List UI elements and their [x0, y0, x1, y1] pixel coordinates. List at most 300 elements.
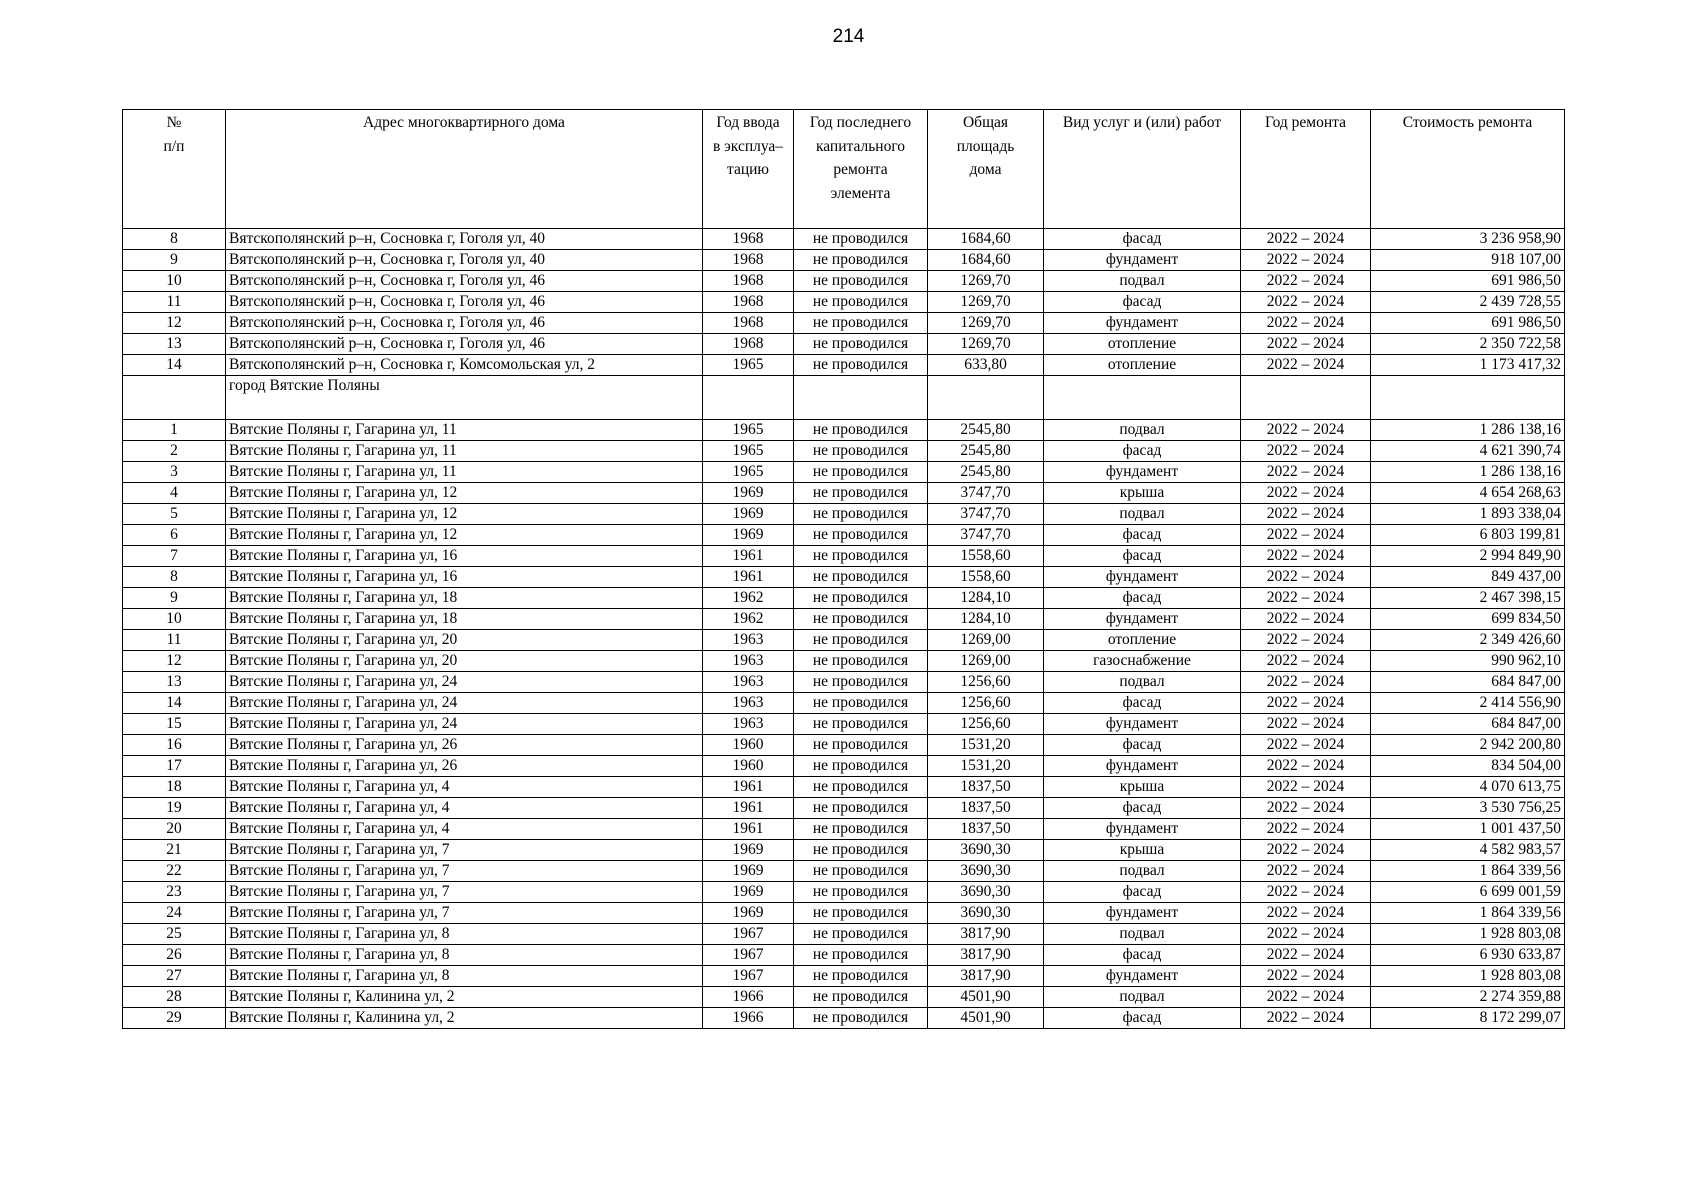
- table-row: [123, 483, 1565, 504]
- cell-address: Вятские Поляны г, Гагарина ул, 16: [226, 546, 703, 567]
- cell-work-type: фасад: [1044, 525, 1241, 546]
- table-row: [123, 672, 1565, 693]
- cell-last-repair: не проводился: [794, 819, 928, 840]
- cell-year-built: 1962: [703, 609, 794, 630]
- cell-cost: 2 439 728,55: [1371, 292, 1565, 313]
- table-row: [123, 462, 1565, 483]
- cell-cost: 2 350 722,58: [1371, 334, 1565, 355]
- cell-address: Вятские Поляны г, Гагарина ул, 4: [226, 798, 703, 819]
- cell-row-number: 11: [123, 630, 226, 651]
- cell-last-repair: не проводился: [794, 672, 928, 693]
- cell-cost: 4 582 983,57: [1371, 840, 1565, 861]
- cell-work-type: подвал: [1044, 672, 1241, 693]
- cell-area: 1269,70: [928, 292, 1044, 313]
- page-number: 214: [832, 26, 865, 47]
- cell-repair-year: 2022 – 2024: [1241, 525, 1371, 546]
- cell-address: Вятскополянский р–н, Сосновка г, Гоголя ул, 40: [226, 229, 703, 250]
- cell-area: 3690,30: [928, 882, 1044, 903]
- cell-year-built: 1961: [703, 546, 794, 567]
- cell-work-type: подвал: [1044, 987, 1241, 1008]
- cell-row-number: 8: [123, 567, 226, 588]
- cell-address: Вятские Поляны г, Калинина ул, 2: [226, 1008, 703, 1029]
- cell-address: Вятские Поляны г, Гагарина ул, 16: [226, 567, 703, 588]
- cell-address: Вятские Поляны г, Гагарина ул, 11: [226, 420, 703, 441]
- cell-address: Вятские Поляны г, Гагарина ул, 8: [226, 924, 703, 945]
- cell-last-repair: не проводился: [794, 567, 928, 588]
- cell-address: Вятские Поляны г, Гагарина ул, 20: [226, 651, 703, 672]
- cell-last-repair: не проводился: [794, 966, 928, 987]
- cell-work-type: крыша: [1044, 483, 1241, 504]
- cell-work-type: фасад: [1044, 945, 1241, 966]
- cell-repair-year: 2022 – 2024: [1241, 441, 1371, 462]
- cell-row-number: 18: [123, 777, 226, 798]
- table-row: [123, 882, 1565, 903]
- cell-repair-year: 2022 – 2024: [1241, 271, 1371, 292]
- cell-repair-year: 2022 – 2024: [1241, 735, 1371, 756]
- cell-repair-year: 2022 – 2024: [1241, 798, 1371, 819]
- cell-repair-year: 2022 – 2024: [1241, 987, 1371, 1008]
- cell-address: Вятские Поляны г, Гагарина ул, 7: [226, 882, 703, 903]
- cell-work-type: фундамент: [1044, 756, 1241, 777]
- cell-address: Вятские Поляны г, Гагарина ул, 12: [226, 504, 703, 525]
- cell-repair-year: 2022 – 2024: [1241, 1008, 1371, 1029]
- table-row: [123, 441, 1565, 462]
- header-line: тацию: [726, 161, 769, 178]
- cell-cost: 3 236 958,90: [1371, 229, 1565, 250]
- cell-cost: 699 834,50: [1371, 609, 1565, 630]
- cell-address: Вятские Поляны г, Гагарина ул, 24: [226, 714, 703, 735]
- cell-cost: 2 274 359,88: [1371, 987, 1565, 1008]
- cell-area: 1269,00: [928, 651, 1044, 672]
- header-line: площадь: [956, 137, 1015, 155]
- table-row: [123, 250, 1565, 271]
- cell-repair-year: 2022 – 2024: [1241, 882, 1371, 903]
- cell-year-built: 1969: [703, 861, 794, 882]
- cell-row-number: 5: [123, 504, 226, 525]
- header-line: Общая: [962, 114, 1009, 131]
- cell-row-number: 14: [123, 355, 226, 376]
- cell-area: 1284,10: [928, 588, 1044, 609]
- cell-address: Вятские Поляны г, Гагарина ул, 4: [226, 777, 703, 798]
- cell-year-built: 1961: [703, 819, 794, 840]
- cell-year-built: 1968: [703, 271, 794, 292]
- cell-repair-year: 2022 – 2024: [1241, 819, 1371, 840]
- cell-year-built: 1968: [703, 292, 794, 313]
- table-body-top: [123, 229, 1565, 376]
- cell-work-type: фундамент: [1044, 567, 1241, 588]
- cell-row-number: 27: [123, 966, 226, 987]
- cell-row-number: 9: [123, 250, 226, 271]
- cell-row-number: 13: [123, 672, 226, 693]
- cell-area: 633,80: [928, 355, 1044, 376]
- cell-row-number: 20: [123, 819, 226, 840]
- cell-address: Вятскополянский р–н, Сосновка г, Гоголя ул, 46: [226, 292, 703, 313]
- cell-row-number: 3: [123, 462, 226, 483]
- cell-last-repair: не проводился: [794, 483, 928, 504]
- cell-address: Вятские Поляны г, Гагарина ул, 26: [226, 735, 703, 756]
- cell-area: 1684,60: [928, 250, 1044, 271]
- cell-last-repair: не проводился: [794, 735, 928, 756]
- cell-address: Вятские Поляны г, Гагарина ул, 8: [226, 966, 703, 987]
- cell-last-repair: не проводился: [794, 924, 928, 945]
- cell-address: Вятскополянский р–н, Сосновка г, Гоголя ул, 46: [226, 334, 703, 355]
- cell-cost: 990 962,10: [1371, 651, 1565, 672]
- table-row: [123, 861, 1565, 882]
- cell-last-repair: не проводился: [794, 462, 928, 483]
- cell-area: 1284,10: [928, 609, 1044, 630]
- cell-row-number: 29: [123, 1008, 226, 1029]
- table-row: [123, 355, 1565, 376]
- cell-cost: 6 699 001,59: [1371, 882, 1565, 903]
- section-title: город Вятские Поляны: [226, 376, 703, 420]
- table-section: [123, 376, 1565, 420]
- cell-repair-year: 2022 – 2024: [1241, 609, 1371, 630]
- cell-year-built: 1967: [703, 966, 794, 987]
- cell-cost: 2 467 398,15: [1371, 588, 1565, 609]
- cell-work-type: крыша: [1044, 840, 1241, 861]
- cell-work-type: фундамент: [1044, 714, 1241, 735]
- cell-cost: 684 847,00: [1371, 714, 1565, 735]
- cell-work-type: подвал: [1044, 861, 1241, 882]
- cell-repair-year: 2022 – 2024: [1241, 861, 1371, 882]
- cell-repair-year: 2022 – 2024: [1241, 250, 1371, 271]
- cell-area: 3817,90: [928, 966, 1044, 987]
- cell-cost: 4 654 268,63: [1371, 483, 1565, 504]
- cell-work-type: фасад: [1044, 798, 1241, 819]
- cell-repair-year: 2022 – 2024: [1241, 504, 1371, 525]
- cell-address: Вятские Поляны г, Калинина ул, 2: [226, 987, 703, 1008]
- cell-year-built: 1968: [703, 334, 794, 355]
- cell-address: Вятскополянский р–н, Сосновка г, Комсомольская ул, 2: [226, 355, 703, 376]
- cell-repair-year: 2022 – 2024: [1241, 777, 1371, 798]
- cell-cost: 1 173 417,32: [1371, 355, 1565, 376]
- cell-area: 2545,80: [928, 420, 1044, 441]
- table-row: [123, 588, 1565, 609]
- cell-year-built: 1961: [703, 567, 794, 588]
- cell-last-repair: не проводился: [794, 250, 928, 271]
- cell-area: 3747,70: [928, 483, 1044, 504]
- cell-address: Вятскополянский р–н, Сосновка г, Гоголя ул, 46: [226, 313, 703, 334]
- header-num: [123, 110, 226, 229]
- header-line: Год ремонта: [1265, 114, 1346, 131]
- cell-last-repair: не проводился: [794, 714, 928, 735]
- cell-repair-year: 2022 – 2024: [1241, 462, 1371, 483]
- cell-row-number: 12: [123, 651, 226, 672]
- cell-year-built: 1967: [703, 945, 794, 966]
- cell-cost: 3 530 756,25: [1371, 798, 1565, 819]
- cell-last-repair: не проводился: [794, 292, 928, 313]
- cell-repair-year: 2022 – 2024: [1241, 630, 1371, 651]
- cell-repair-year: 2022 – 2024: [1241, 672, 1371, 693]
- cell-year-built: 1968: [703, 250, 794, 271]
- cell-work-type: фасад: [1044, 1008, 1241, 1029]
- table-row: [123, 924, 1565, 945]
- cell-repair-year: 2022 – 2024: [1241, 313, 1371, 334]
- cell-cost: 1 928 803,08: [1371, 924, 1565, 945]
- cell-address: Вятские Поляны г, Гагарина ул, 4: [226, 819, 703, 840]
- table-row: [123, 567, 1565, 588]
- cell-cost: 2 942 200,80: [1371, 735, 1565, 756]
- cell-year-built: 1966: [703, 987, 794, 1008]
- cell-last-repair: не проводился: [794, 945, 928, 966]
- cell-cost: 6 930 633,87: [1371, 945, 1565, 966]
- cell-year-built: 1963: [703, 714, 794, 735]
- cell-last-repair: не проводился: [794, 334, 928, 355]
- cell-work-type: фасад: [1044, 735, 1241, 756]
- cell-year-built: 1960: [703, 756, 794, 777]
- cell-area: 3747,70: [928, 504, 1044, 525]
- cell-repair-year: 2022 – 2024: [1241, 229, 1371, 250]
- cell-area: 1837,50: [928, 777, 1044, 798]
- cell-address: Вятские Поляны г, Гагарина ул, 11: [226, 441, 703, 462]
- table-row: [123, 819, 1565, 840]
- cell-area: 2545,80: [928, 441, 1044, 462]
- cell-repair-year: 2022 – 2024: [1241, 756, 1371, 777]
- cell-work-type: подвал: [1044, 924, 1241, 945]
- cell-area: 1269,70: [928, 334, 1044, 355]
- cell-work-type: отопление: [1044, 334, 1241, 355]
- cell-area: 1269,70: [928, 271, 1044, 292]
- table-row: [123, 966, 1565, 987]
- header-line: Год последнего: [809, 114, 912, 131]
- cell-work-type: фасад: [1044, 882, 1241, 903]
- cell-cost: 691 986,50: [1371, 313, 1565, 334]
- cell-last-repair: не проводился: [794, 882, 928, 903]
- cell-work-type: подвал: [1044, 271, 1241, 292]
- cell-year-built: 1963: [703, 651, 794, 672]
- section-row: [123, 376, 1565, 420]
- cell-work-type: фасад: [1044, 546, 1241, 567]
- cell-cost: 1 001 437,50: [1371, 819, 1565, 840]
- cell-row-number: 12: [123, 313, 226, 334]
- cell-cost: 6 803 199,81: [1371, 525, 1565, 546]
- cell-row-number: 6: [123, 525, 226, 546]
- header-cost: [1371, 110, 1565, 229]
- cell-repair-year: 2022 – 2024: [1241, 355, 1371, 376]
- table-row: [123, 525, 1565, 546]
- cell-work-type: фундамент: [1044, 313, 1241, 334]
- cell-cost: 4 070 613,75: [1371, 777, 1565, 798]
- table-row: [123, 609, 1565, 630]
- cell-area: 1837,50: [928, 798, 1044, 819]
- table-row: [123, 1008, 1565, 1029]
- cell-last-repair: не проводился: [794, 313, 928, 334]
- table-row: [123, 756, 1565, 777]
- header-line: Стоимость ремонта: [1402, 114, 1533, 131]
- table-body-bottom: [123, 420, 1565, 1029]
- cell-row-number: 23: [123, 882, 226, 903]
- cell-row-number: 10: [123, 609, 226, 630]
- cell-last-repair: не проводился: [794, 987, 928, 1008]
- cell-row-number: 26: [123, 945, 226, 966]
- cell-row-number: 28: [123, 987, 226, 1008]
- cell-row-number: 16: [123, 735, 226, 756]
- cell-last-repair: не проводился: [794, 229, 928, 250]
- cell-area: 1837,50: [928, 819, 1044, 840]
- cell-cost: 1 893 338,04: [1371, 504, 1565, 525]
- header-line: элемента: [830, 184, 891, 202]
- cell-area: 1256,60: [928, 693, 1044, 714]
- cell-row-number: 1: [123, 420, 226, 441]
- cell-address: Вятские Поляны г, Гагарина ул, 26: [226, 756, 703, 777]
- cell-last-repair: не проводился: [794, 355, 928, 376]
- cell-area: 3690,30: [928, 861, 1044, 882]
- cell-address: Вятские Поляны г, Гагарина ул, 18: [226, 609, 703, 630]
- cell-last-repair: не проводился: [794, 525, 928, 546]
- cell-year-built: 1969: [703, 504, 794, 525]
- cell-row-number: 7: [123, 546, 226, 567]
- cell-work-type: фасад: [1044, 693, 1241, 714]
- cell-repair-year: 2022 – 2024: [1241, 903, 1371, 924]
- cell-repair-year: 2022 – 2024: [1241, 651, 1371, 672]
- table-header: [123, 110, 1565, 229]
- cell-last-repair: не проводился: [794, 420, 928, 441]
- cell-work-type: фасад: [1044, 292, 1241, 313]
- table-row: [123, 292, 1565, 313]
- cell-year-built: 1965: [703, 441, 794, 462]
- cell-area: 4501,90: [928, 1008, 1044, 1029]
- cell-last-repair: не проводился: [794, 861, 928, 882]
- cell-cost: 1 286 138,16: [1371, 462, 1565, 483]
- cell-work-type: фундамент: [1044, 903, 1241, 924]
- cell-last-repair: не проводился: [794, 840, 928, 861]
- cell-year-built: 1965: [703, 355, 794, 376]
- cell-work-type: фундамент: [1044, 462, 1241, 483]
- cell-address: Вятские Поляны г, Гагарина ул, 7: [226, 861, 703, 882]
- cell-year-built: 1961: [703, 798, 794, 819]
- cell-year-built: 1965: [703, 462, 794, 483]
- table-row: [123, 504, 1565, 525]
- cell-year-built: 1965: [703, 420, 794, 441]
- cell-year-built: 1961: [703, 777, 794, 798]
- cell-last-repair: не проводился: [794, 777, 928, 798]
- cell-area: 1531,20: [928, 756, 1044, 777]
- cell-last-repair: не проводился: [794, 630, 928, 651]
- cell-cost: 918 107,00: [1371, 250, 1565, 271]
- cell-cost: 684 847,00: [1371, 672, 1565, 693]
- cell-area: 2545,80: [928, 462, 1044, 483]
- cell-year-built: 1963: [703, 693, 794, 714]
- cell-cost: 8 172 299,07: [1371, 1008, 1565, 1029]
- cell-row-number: 9: [123, 588, 226, 609]
- header-year-built: [703, 110, 794, 229]
- cell-cost: 691 986,50: [1371, 271, 1565, 292]
- cell-address: Вятскополянский р–н, Сосновка г, Гоголя ул, 40: [226, 250, 703, 271]
- cell-year-built: 1966: [703, 1008, 794, 1029]
- table-row: [123, 945, 1565, 966]
- cell-area: 1531,20: [928, 735, 1044, 756]
- cell-work-type: фундамент: [1044, 250, 1241, 271]
- table-row: [123, 546, 1565, 567]
- cell-work-type: подвал: [1044, 420, 1241, 441]
- cell-repair-year: 2022 – 2024: [1241, 966, 1371, 987]
- cell-last-repair: не проводился: [794, 271, 928, 292]
- header-last-repair: [794, 110, 928, 229]
- cell-work-type: фундамент: [1044, 819, 1241, 840]
- cell-address: Вятские Поляны г, Гагарина ул, 18: [226, 588, 703, 609]
- cell-work-type: отопление: [1044, 630, 1241, 651]
- cell-row-number: 8: [123, 229, 226, 250]
- header-line: Адрес многоквартирного дома: [363, 114, 565, 131]
- cell-year-built: 1962: [703, 588, 794, 609]
- cell-work-type: фундамент: [1044, 609, 1241, 630]
- cell-cost: 1 286 138,16: [1371, 420, 1565, 441]
- cell-area: 1269,70: [928, 313, 1044, 334]
- cell-cost: 834 504,00: [1371, 756, 1565, 777]
- cell-cost: 2 994 849,90: [1371, 546, 1565, 567]
- cell-year-built: 1969: [703, 903, 794, 924]
- table-row: [123, 271, 1565, 292]
- cell-last-repair: не проводился: [794, 798, 928, 819]
- cell-cost: 849 437,00: [1371, 567, 1565, 588]
- cell-row-number: 25: [123, 924, 226, 945]
- cell-repair-year: 2022 – 2024: [1241, 588, 1371, 609]
- header-line: Год ввода: [716, 114, 780, 131]
- cell-work-type: фасад: [1044, 588, 1241, 609]
- cell-cost: 2 349 426,60: [1371, 630, 1565, 651]
- table-row: [123, 630, 1565, 651]
- cell-last-repair: не проводился: [794, 756, 928, 777]
- cell-year-built: 1968: [703, 313, 794, 334]
- header-line: в эксплуа–: [712, 137, 784, 155]
- table-row: [123, 420, 1565, 441]
- cell-row-number: 24: [123, 903, 226, 924]
- cell-last-repair: не проводился: [794, 504, 928, 525]
- cell-address: Вятские Поляны г, Гагарина ул, 20: [226, 630, 703, 651]
- cell-work-type: подвал: [1044, 504, 1241, 525]
- cell-address: Вятские Поляны г, Гагарина ул, 7: [226, 840, 703, 861]
- cell-year-built: 1969: [703, 483, 794, 504]
- cell-repair-year: 2022 – 2024: [1241, 945, 1371, 966]
- cell-year-built: 1967: [703, 924, 794, 945]
- cell-row-number: 22: [123, 861, 226, 882]
- cell-address: Вятские Поляны г, Гагарина ул, 24: [226, 693, 703, 714]
- cell-area: 1558,60: [928, 567, 1044, 588]
- cell-last-repair: не проводился: [794, 693, 928, 714]
- cell-last-repair: не проводился: [794, 588, 928, 609]
- header-area: [928, 110, 1044, 229]
- cell-year-built: 1969: [703, 525, 794, 546]
- cell-repair-year: 2022 – 2024: [1241, 567, 1371, 588]
- header-line: капитального: [815, 137, 906, 155]
- cell-row-number: 19: [123, 798, 226, 819]
- cell-area: 3817,90: [928, 924, 1044, 945]
- cell-work-type: крыша: [1044, 777, 1241, 798]
- cell-repair-year: 2022 – 2024: [1241, 840, 1371, 861]
- cell-row-number: 13: [123, 334, 226, 355]
- cell-row-number: 17: [123, 756, 226, 777]
- cell-address: Вятскополянский р–н, Сосновка г, Гоголя ул, 46: [226, 271, 703, 292]
- cell-area: 1256,60: [928, 672, 1044, 693]
- cell-last-repair: не проводился: [794, 546, 928, 567]
- repair-table: [122, 109, 1565, 1029]
- table-row: [123, 903, 1565, 924]
- cell-row-number: 15: [123, 714, 226, 735]
- cell-repair-year: 2022 – 2024: [1241, 924, 1371, 945]
- cell-year-built: 1969: [703, 840, 794, 861]
- cell-cost: 1 928 803,08: [1371, 966, 1565, 987]
- table-row: [123, 313, 1565, 334]
- table-row: [123, 777, 1565, 798]
- cell-row-number: 2: [123, 441, 226, 462]
- header-address: [226, 110, 703, 229]
- cell-area: 3690,30: [928, 903, 1044, 924]
- cell-cost: 2 414 556,90: [1371, 693, 1565, 714]
- cell-repair-year: 2022 – 2024: [1241, 420, 1371, 441]
- header-line: дома: [969, 161, 1002, 178]
- cell-row-number: 14: [123, 693, 226, 714]
- cell-year-built: 1969: [703, 882, 794, 903]
